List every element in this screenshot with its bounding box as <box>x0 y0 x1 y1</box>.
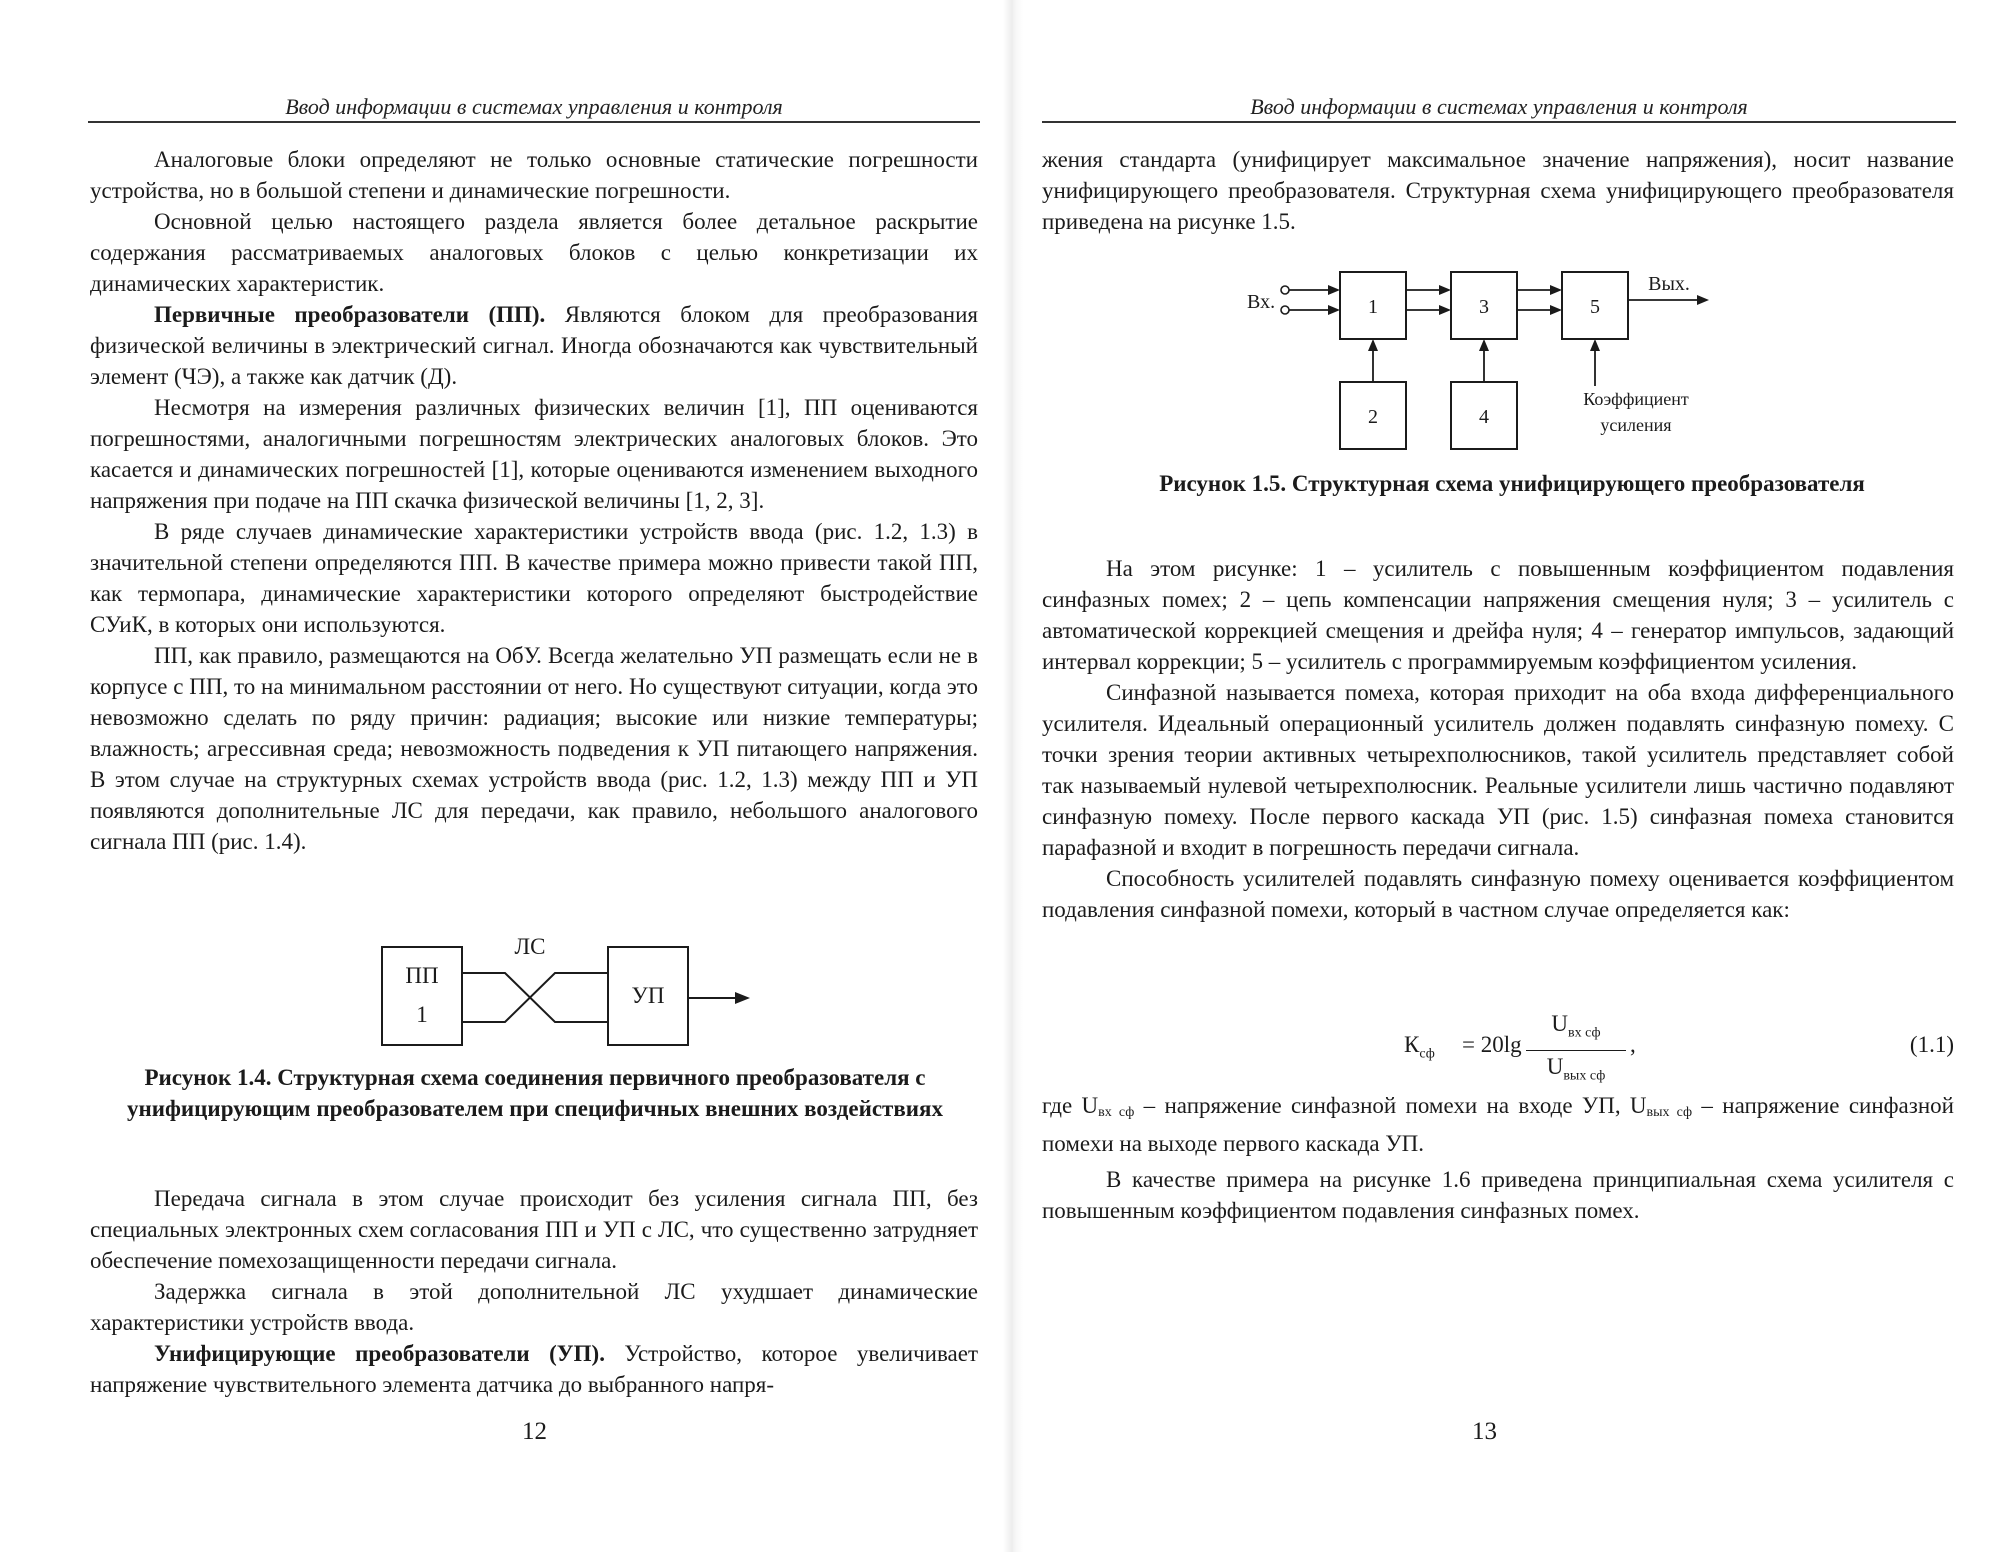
paragraph: жения стандарта (унифицирует максимальное значение напряжения), носит название унифицирующего преобразователя. Структурная схема унифицирующего преобразователя приведена на рисунке 1.5. <box>1042 147 1954 234</box>
paragraph-text: где U <box>1042 1093 1099 1118</box>
subscript: вх сф <box>1098 1105 1135 1120</box>
arrowhead <box>1550 285 1562 295</box>
figure-1-4-diagram <box>360 930 760 1060</box>
input-terminal <box>1281 306 1289 314</box>
right-text-closing <box>1042 1164 1954 1226</box>
left-text-top <box>90 144 978 857</box>
formula-coefficient: = 20lg <box>1462 1032 1522 1057</box>
left-text-bottom <box>90 1183 978 1400</box>
formula-denominator <box>1526 1053 1626 1091</box>
right-text-mid <box>1042 553 1954 925</box>
up-block-label: УП <box>631 983 665 1008</box>
paragraph: Основной целью настоящего раздела является более детальное раскрытие содержания рассматриваемых аналоговых блоков с целью конкретизации их динамических характеристик. <box>90 209 978 296</box>
paragraph: Передача сигнала в этом случае происходит без усиления сигнала ПП, без специальных электронных схем согласования ПП и УП с ЛС, что существенно затрудняет обеспечение помехозащищенности передачи сигнала. <box>90 1186 978 1273</box>
input-terminal <box>1281 286 1289 294</box>
output-arrowhead <box>735 992 750 1004</box>
figure-1-5-caption: Рисунок 1.5. Структурная схема унифицирующего преобразователя <box>1159 471 1865 496</box>
subscript: вых сф <box>1646 1105 1693 1120</box>
paragraph: Синфазной называется помеха, которая приходит на оба входа дифференциального усилителя. Идеальный операционный усилитель должен подавлять синфазную помеху. С точки зрения теории активных четырехполюсников, такой усилитель представляет собой так называемый нулевой четырехполюсник. Реальные усилители лишь частично подавляют синфазную помеху. После первого каскада УП (рис. 1.5) синфазная помеха становится парафазной и входит в погрешность передачи сигнала. <box>1042 680 1954 860</box>
block-3-label: 3 <box>1479 296 1489 318</box>
gain-label: усиления <box>1600 415 1672 435</box>
arrowhead <box>1439 305 1451 315</box>
figure-1-5-diagram <box>1237 260 1717 460</box>
paragraph: В качестве примера на рисунке 1.6 приведена принципиальная схема усилителя с повышенным коэффициентом подавления синфазных помех. <box>1042 1167 1954 1223</box>
paragraph-text: Являются блоком для преобразования физической величины в электрический сигнал. Иногда обозначаются как чувствительный элемент (ЧЭ), а также как датчик (Д). <box>90 302 978 389</box>
block-1-label: 1 <box>1368 296 1378 318</box>
header-rule <box>88 121 980 123</box>
running-header: Ввод информации в системах управления и контроля <box>285 94 783 119</box>
header-rule <box>1042 121 1956 123</box>
formula-fraction <box>1526 1010 1626 1090</box>
output-label: Вых. <box>1648 273 1690 295</box>
formula-symbol: К <box>1404 1032 1420 1057</box>
block-5-label: 5 <box>1590 296 1600 318</box>
paragraph: Аналоговые блоки определяют не только основные статические погрешности устройства, но в большой степени и динамические погрешности. <box>90 147 978 203</box>
paragraph: В ряде случаев динамические характеристики устройств ввода (рис. 1.2, 1.3) в значительной степени определяются ПП. В качестве примера можно привести такой ПП, как термопара, динамические характеристики которого определяют быстродействие СУиК, в которых они используются. <box>90 519 978 637</box>
crossed-lines <box>462 973 608 1022</box>
pp-block-label: ПП <box>405 963 439 988</box>
right-text-top <box>1042 144 1954 237</box>
book-gutter <box>1003 0 1023 1552</box>
section-heading-pp: Первичные преобразователи (ПП). <box>154 302 546 327</box>
page-number: 13 <box>1472 1418 1497 1445</box>
arrowhead <box>1479 339 1489 351</box>
formula-1-1 <box>1042 1005 1954 1085</box>
input-label: Вх. <box>1247 291 1276 313</box>
paragraph: На этом рисунке: 1 – усилитель с повышенным коэффициентом подавления синфазных помех; 2 – цепь компенсации напряжения смещения нуля; 3 – усилитель с автоматической коррекцией смещения и дрейфа нуля; 4 – генератор импульсов, задающий интервал коррекции; 5 – усилитель с программируемым коэффициентом усиления. <box>1042 556 1954 674</box>
running-header: Ввод информации в системах управления и контроля <box>1250 94 1748 119</box>
ls-label: ЛС <box>514 934 546 959</box>
arrowhead <box>1328 305 1340 315</box>
paragraph: Задержка сигнала в этой дополнительной ЛС ухудшает динамические характеристики устройств ввода. <box>90 1279 978 1335</box>
formula-comma: , <box>1630 1032 1636 1057</box>
figure-1-4-caption: Рисунок 1.4. Структурная схема соединения первичного преобразователя с унифицирующим преобразователем при специфичных внешних воздействиях <box>127 1065 943 1121</box>
formula-subscript: вх сф <box>1568 1025 1601 1041</box>
gain-label: Коэффициент <box>1583 389 1689 409</box>
paragraph-text: Устройство, которое увеличивает напряжение чувствительного элемента датчика до выбранного напря- <box>90 1341 978 1397</box>
arrowhead <box>1697 295 1709 305</box>
block-4-label: 4 <box>1479 406 1489 428</box>
arrowhead <box>1439 285 1451 295</box>
paragraph: Несмотря на измерения различных физических величин [1], ПП оцениваются погрешностями, аналогичными погрешностям электрических аналоговых блоков. Это касается и динамических погрешностей [1], которые оцениваются изменением выходного напряжения при подаче на ПП скачка физической величины [1, 2, 3]. <box>90 395 978 513</box>
page-number: 12 <box>522 1418 547 1445</box>
formula-symbol: U <box>1546 1053 1564 1079</box>
section-heading-up: Унифицирующие преобразователи (УП). <box>154 1341 605 1366</box>
arrowhead <box>1328 285 1340 295</box>
paragraph <box>90 1338 978 1400</box>
formula-subscript: сф <box>1419 1046 1435 1062</box>
right-page <box>1022 0 2000 1552</box>
paragraph <box>1042 1090 1954 1159</box>
paragraph-text: – напряжение синфазной помехи на входе УП, U <box>1134 1093 1647 1118</box>
right-text-where <box>1042 1090 1954 1159</box>
formula-lhs <box>1404 1032 1435 1063</box>
formula-numerator <box>1526 1010 1626 1048</box>
block-2-label: 2 <box>1368 406 1378 428</box>
pp-block <box>382 947 462 1045</box>
fraction-bar <box>1526 1050 1626 1051</box>
formula-subscript: вых сф <box>1563 1068 1606 1084</box>
arrowhead <box>1550 305 1562 315</box>
pp-block-number: 1 <box>416 1002 428 1027</box>
paragraph <box>90 299 978 392</box>
paragraph: ПП, как правило, размещаются на ОбУ. Всегда желательно УП размещать если не в корпусе с ПП, то на минимальном расстоянии от него. Но существуют ситуации, когда это невозможно сделать по ряду причин: радиация; высокие или низкие температуры; влажность; агрессивная среда; невозможность подведения к УП питающего напряжения. В этом случае на структурных схемах устройств ввода (рис. 1.2, 1.3) между ПП и УП появляются дополнительные ЛС для передачи, как правило, небольшого аналогового сигнала ПП (рис. 1.4). <box>90 643 978 854</box>
formula-symbol: U <box>1551 1011 1569 1036</box>
paragraph: Способность усилителей подавлять синфазную помеху оценивается коэффициентом подавления синфазной помехи, который в частном случае определяется как: <box>1042 866 1954 922</box>
arrowhead <box>1590 339 1600 351</box>
equation-number: (1.1) <box>1909 1032 1954 1057</box>
paragraph-text: – напряжение синфазной помехи на выходе первого каскада УП. <box>1042 1093 1954 1156</box>
arrowhead <box>1368 339 1378 351</box>
